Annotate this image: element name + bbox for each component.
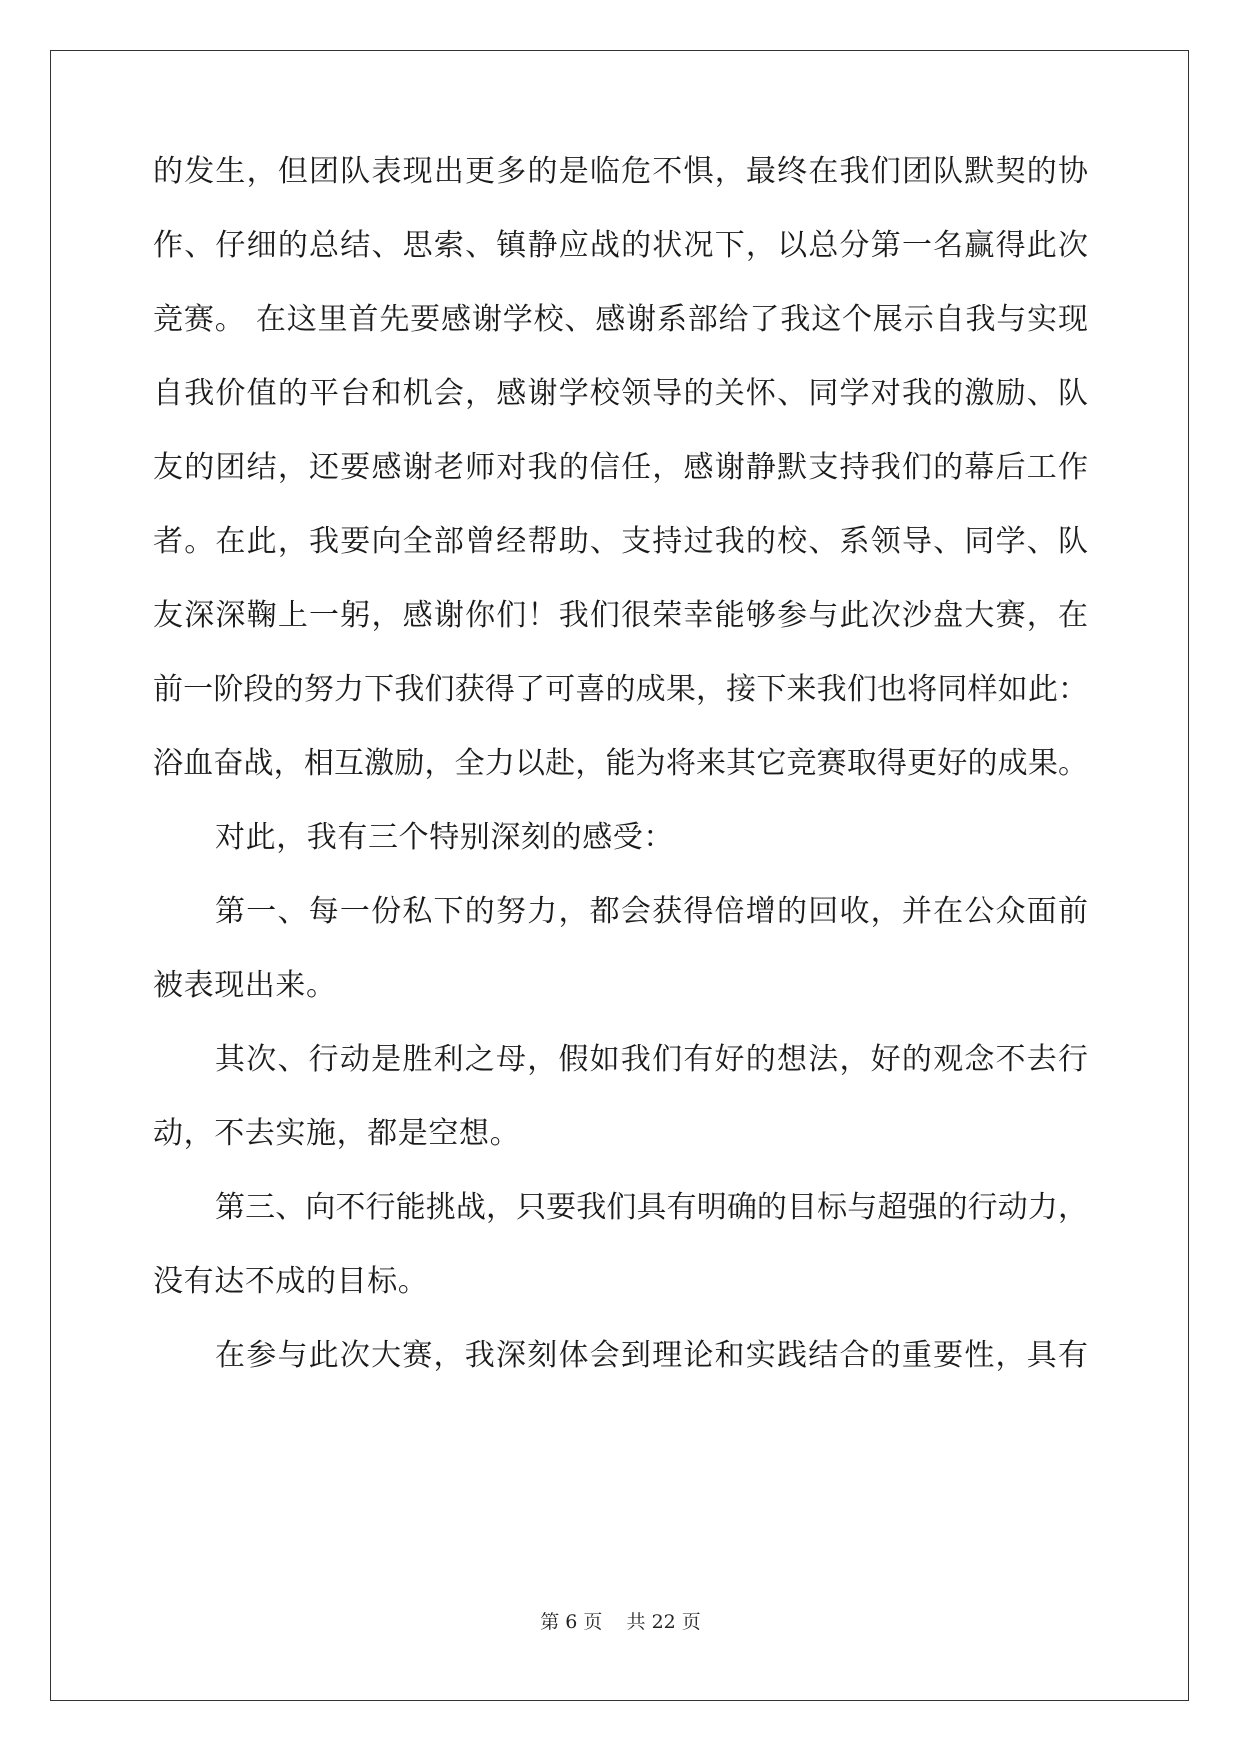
- text-line: 动，不去实施，都是空想。: [153, 1116, 521, 1151]
- text-line: 其次、行动是胜利之母，假如我们有好的想法，好的观念不去行: [215, 1042, 1088, 1077]
- text-line: 竞赛。 在这里首先要感谢学校、感谢系部给了我这个展示自我与实现: [153, 302, 1088, 337]
- text-line: 自我价值的平台和机会，感谢学校领导的关怀、同学对我的激励、队: [153, 376, 1088, 411]
- page-total: 共 22 页: [626, 1611, 701, 1633]
- text-line: 友的团结，还要感谢老师对我的信任，感谢静默支持我们的幕后工作: [153, 450, 1088, 485]
- text-line: 者。在此，我要向全部曾经帮助、支持过我的校、系领导、同学、队: [153, 524, 1088, 559]
- text-line: 没有达不成的目标。: [153, 1264, 429, 1299]
- text-line: 被表现出来。: [153, 968, 337, 1003]
- text-line: 作、仔细的总结、思索、镇静应战的状况下，以总分第一名赢得此次: [153, 228, 1088, 263]
- text-line: 前一阶段的努力下我们获得了可喜的成果，接下来我们也将同样如此：: [153, 672, 1088, 707]
- page-number: 第 6 页: [540, 1611, 603, 1633]
- text-line: 对此，我有三个特别深刻的感受：: [215, 820, 674, 855]
- text-line: 的发生，但团队表现出更多的是临危不惧，最终在我们团队默契的协: [153, 154, 1088, 189]
- text-line: 友深深鞠上一躬，感谢你们！我们很荣幸能够参与此次沙盘大赛，在: [153, 598, 1088, 633]
- page-border: [50, 50, 1189, 1701]
- text-line: 第一、每一份私下的努力，都会获得倍增的回收，并在公众面前: [215, 894, 1088, 929]
- page-footer: [0, 1610, 1241, 1634]
- text-line: 浴血奋战，相互激励，全力以赴，能为将来其它竞赛取得更好的成果。: [153, 746, 1088, 781]
- text-line: 在参与此次大赛，我深刻体会到理论和实践结合的重要性，具有: [215, 1338, 1088, 1373]
- text-line: 第三、向不行能挑战，只要我们具有明确的目标与超强的行动力，: [215, 1190, 1088, 1225]
